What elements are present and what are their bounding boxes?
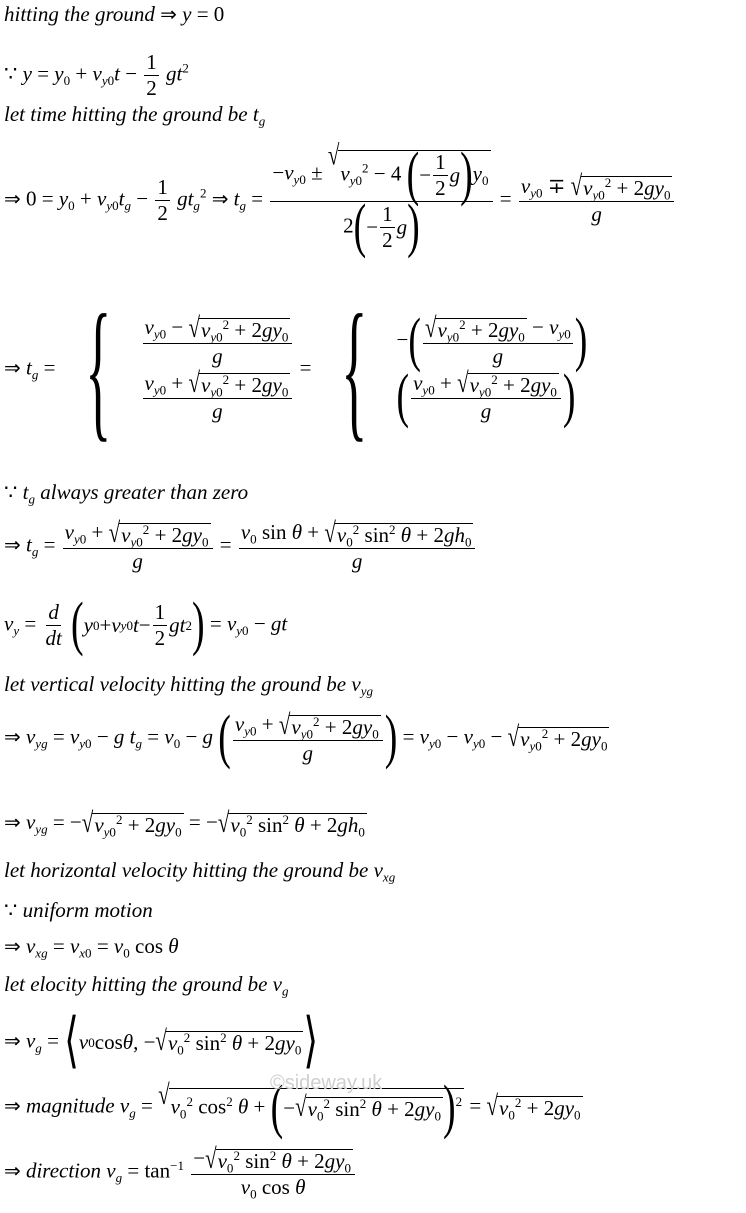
line-vyg-expansion: ⇒ $v_{yg} = v_{y0} - g$ $t_g = v_0 - g$ ( $v_{y0}$ + √ $v_{y0}^2 + 2gy_0$ g ) = $v_{y0} - v_{y0}$ − √ $v_{y0}^2 + 2gy_0$ <box>4 703 608 771</box>
line-tg-result: ⇒ $t_g$ = $v_{y0}$ + √ $v_{y0}^2 + 2gy_0$ g = $v_0$ sin θ + √ $v_0^2$ $\sin^2 \theta + 2gh_0$ g <box>4 522 477 572</box>
text-let-velocity: let elocity hitting the ground be <box>4 972 268 996</box>
watermark: ©sideway.uk <box>270 1072 383 1094</box>
text-uniform-motion: uniform motion <box>22 898 153 922</box>
line-let-velocity: let elocity hitting the ground be $v_g$ <box>4 972 289 999</box>
line-magnitude: ⇒ magnitude $v_g$ = √ $v_0^2$ $\cos^2 \theta$ + ( − √ $v_0^2$ $\sin^2 \theta + 2gy_0$ ) $^2$ = √ $v_0^2 + 2gy_0$ <box>4 1073 581 1142</box>
text-let-vertical: let vertical velocity hitting the ground be <box>4 672 347 696</box>
line-hitting-ground: hitting the ground ⇒ y = 0 <box>4 2 225 26</box>
line-vxg: ⇒ $v_{xg} = v_{x0} = v_0$ cos θ <box>4 934 179 961</box>
line-two-cases: ⇒ $t_g$ = { $v_{y0}$ − √ $v_{y0}^2 + 2gy_0$ g $v_{y0}$ + √ $v_{y0}^2 + 2gy_0$ g = { − ( √ $v_{y0}^2 + 2gy_0$ − $v_{y0}$ g ) ( $v_{y0}$ + √ $v_{y0}^2 + 2gy_0$ g ) <box>4 283 588 455</box>
text-hitting-ground: hitting the ground <box>4 2 155 26</box>
line-vyg-result: ⇒ $v_{yg}$ = − √ $v_{y0}^2 + 2gy_0$ = − √ $v_0^2$ $\sin^2 \theta + 2gh_0$ <box>4 805 365 840</box>
line-let-vertical: let vertical velocity hitting the ground be $v_{yg}$ <box>4 672 373 699</box>
line-quadratic-solution: ⇒ $0 = y_0 + v_{y0}t_g$ − $\frac{1}{2}$ $gt_g^2$ ⇒ $t_g$ = $-v_{y0}$ ± √ $v_{y0}^2 - 4$ ( − $\frac{1}{2}$ g ) $y_0$ 2 ( − $\frac{1}{2}$ g ) = $v_{y0}$ ∓ √ $v_{y0}^2 + 2gy_0$ g <box>4 150 676 251</box>
text-let-time: let time hitting the ground be <box>4 102 248 126</box>
line-always-positive: ∵ $t_g$ always greater than zero <box>4 480 249 507</box>
line-uniform-motion: ∵ uniform motion <box>4 898 153 922</box>
text-let-horizontal: let horizontal velocity hitting the ground be <box>4 858 369 882</box>
text-direction: direction <box>25 1158 102 1183</box>
line-let-time: let time hitting the ground be $t_g$ <box>4 102 266 129</box>
line-vy-derivative: $v_y$ = $\frac{d}{dt}$ ( y 0 + v y0 t − $\frac{1}{2}$ gt 2 ) = $v_{y0}$ − gt <box>4 590 288 658</box>
line-direction: ⇒ direction $v_g = \tan^{-1}$ − √ $v_0^2$ $\sin^2 \theta + 2gy_0$ $v_0$ cos θ <box>4 1148 357 1198</box>
line-let-horizontal: let horizontal velocity hitting the ground be $v_{xg}$ <box>4 858 396 885</box>
text-always-greater: always greater than zero <box>40 480 249 504</box>
text-magnitude: magnitude <box>25 1093 115 1118</box>
line-vg-vector: ⇒ $v_g$ = ⟨ v 0 cos θ , − √ $v_0^2$ $\sin^2 \theta + 2gy_0$ ⟩ <box>4 1007 319 1076</box>
line-position-equation: ∵ $y = y_0 + v_{y0}t$ − $\frac{1}{2}$ $gt^2$ <box>4 50 189 100</box>
